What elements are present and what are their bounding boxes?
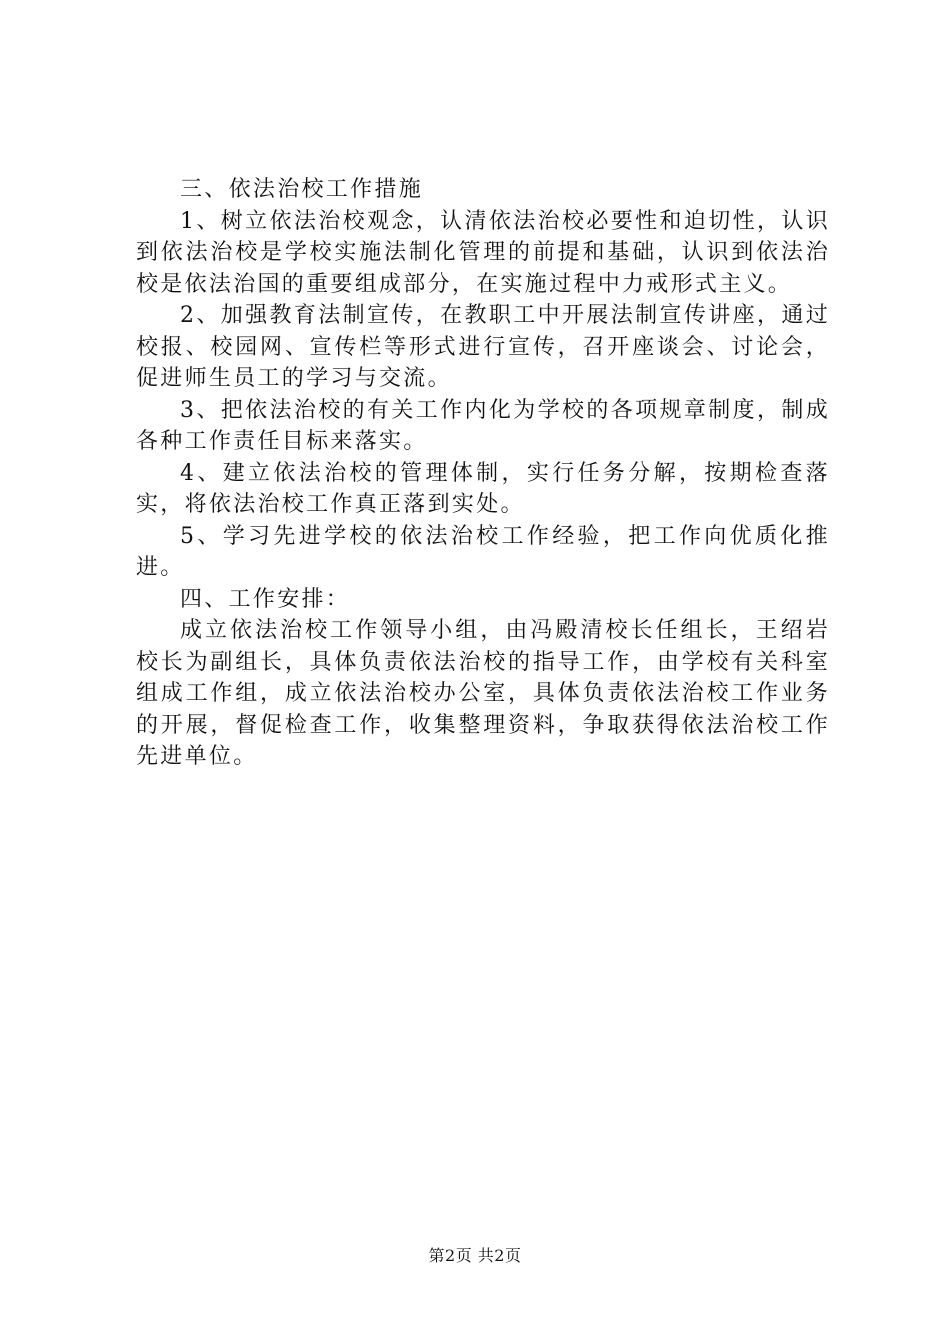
paragraph-item-2: 2、加强教育法制宣传，在教职工中开展法制宣传讲座，通过校报、校园网、宣传栏等形式进行宣传，召开座谈会、讨论会，促进师生员工的学习与交流。	[136, 303, 830, 391]
paragraph-item-1: 1、树立依法治校观念，认清依法治校必要性和迫切性，认识到依法治校是学校实施法制化管理的前提和基础，认识到依法治校是依法治国的重要组成部分，在实施过程中力戒形式主义。	[136, 208, 830, 297]
section-heading-arrangement: 四、工作安排：	[180, 586, 351, 612]
document-body	[136, 174, 830, 773]
paragraph-arrangement: 成立依法治校工作领导小组，由冯殿清校长任组长，王绍岩校长为副组长，具体负责依法治校的指导工作，由学校有关科室组成工作组，成立依法治校办公室，具体负责依法治校工作业务的开展，督促检查工作，收集整理资料，争取获得依法治校工作先进单位。	[136, 618, 830, 769]
section-heading-measures: 三、依法治校工作措施	[180, 177, 424, 202]
paragraph-item-4: 4、建立依法治校的管理体制，实行任务分解，按期检查落实，将依法治校工作真正落到实处。	[136, 460, 830, 517]
page-number-footer: 第2页 共2页	[428, 1246, 522, 1265]
paragraph-item-3: 3、把依法治校的有关工作内化为学校的各项规章制度，制成各种工作责任目标来落实。	[136, 397, 830, 454]
paragraph-item-5: 5、学习先进学校的依法治校工作经验，把工作向优质化推进。	[136, 523, 830, 580]
